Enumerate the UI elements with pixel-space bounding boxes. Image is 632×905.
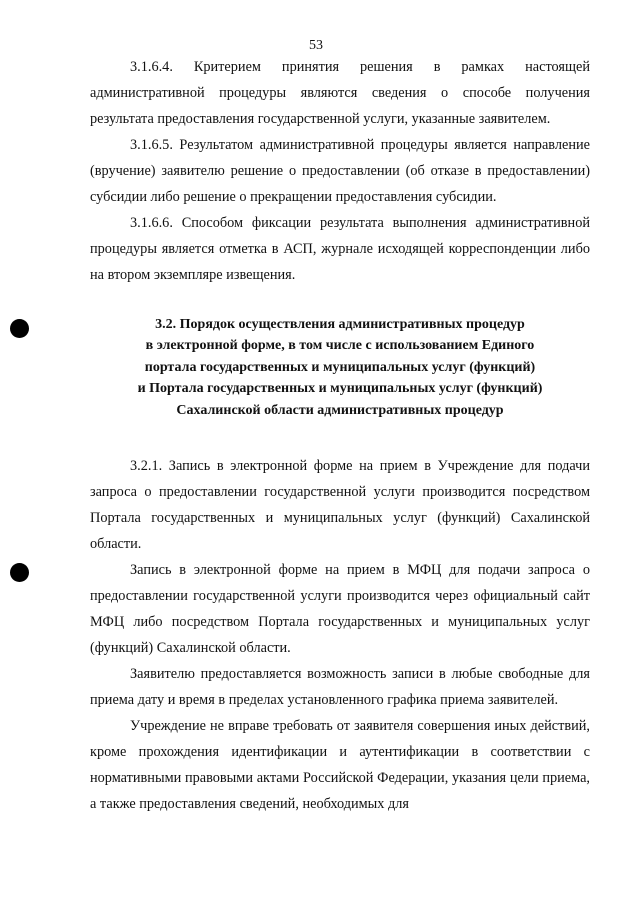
paragraph-3-1-6-5: 3.1.6.5. Результатом административной процедуры является направление (вручение) заявителю решение о предоставлении (об отказе в предоставлении) субсидии либо решение о прекращении предоставления субсидии. [90, 137, 590, 205]
section-heading-line: и Портала государственных и муниципальных услуг (функций) [137, 381, 543, 397]
section-heading-line: 3.2. Порядок осуществления административных процедур [155, 317, 525, 332]
paragraph-appointment-time: Заявителю предоставляется возможность записи в любые свободные для приема дату и время в пределах установленного графика приема заявителей. [90, 666, 590, 709]
punch-hole-mark [10, 319, 29, 338]
paragraph-3-2-1: 3.2.1. Запись в электронной форме на прием в Учреждение для подачи запроса о предоставлении государственной услуги производится посредством Портала государственных и муниципальных услуг (функций) Сахалинской области. [90, 458, 590, 553]
section-heading-3-2 [90, 314, 590, 421]
paragraph-3-1-6-6: 3.1.6.6. Способом фиксации результата выполнения административной процедуры является отметка в АСП, журнале исходящей корреспонденции либо на втором экземпляре извещения. [90, 215, 590, 283]
punch-hole-mark [10, 563, 29, 582]
section-heading-line: Сахалинской области административных процедур [176, 402, 504, 418]
paragraph-3-1-6-4: 3.1.6.4. Критерием принятия решения в рамках настоящей административной процедуры являются сведения о способе получения результата предоставления государственной услуги, указанные заявителем. [90, 59, 590, 127]
document-body [90, 54, 590, 817]
page-number: 53 [309, 38, 323, 53]
section-heading-line: в электронной форме, в том числе с использованием Единого [145, 338, 535, 354]
paragraph-institution-restrictions: Учреждение не вправе требовать от заявителя совершения иных действий, кроме прохождения идентификации и аутентификации в соответствии с нормативными правовыми актами Российской Федерации, указания цели приема, а также предоставления сведений, необходимых для [90, 718, 590, 813]
section-heading-line: портала государственных и муниципальных услуг (функций) [144, 359, 536, 375]
paragraph-mfc-appointment: Запись в электронной форме на прием в МФЦ для подачи запроса о предоставлении государственной услуги производится через официальный сайт МФЦ либо посредством Портала государственных и муниципальных услуг (функций) Сахалинской области. [90, 562, 590, 657]
